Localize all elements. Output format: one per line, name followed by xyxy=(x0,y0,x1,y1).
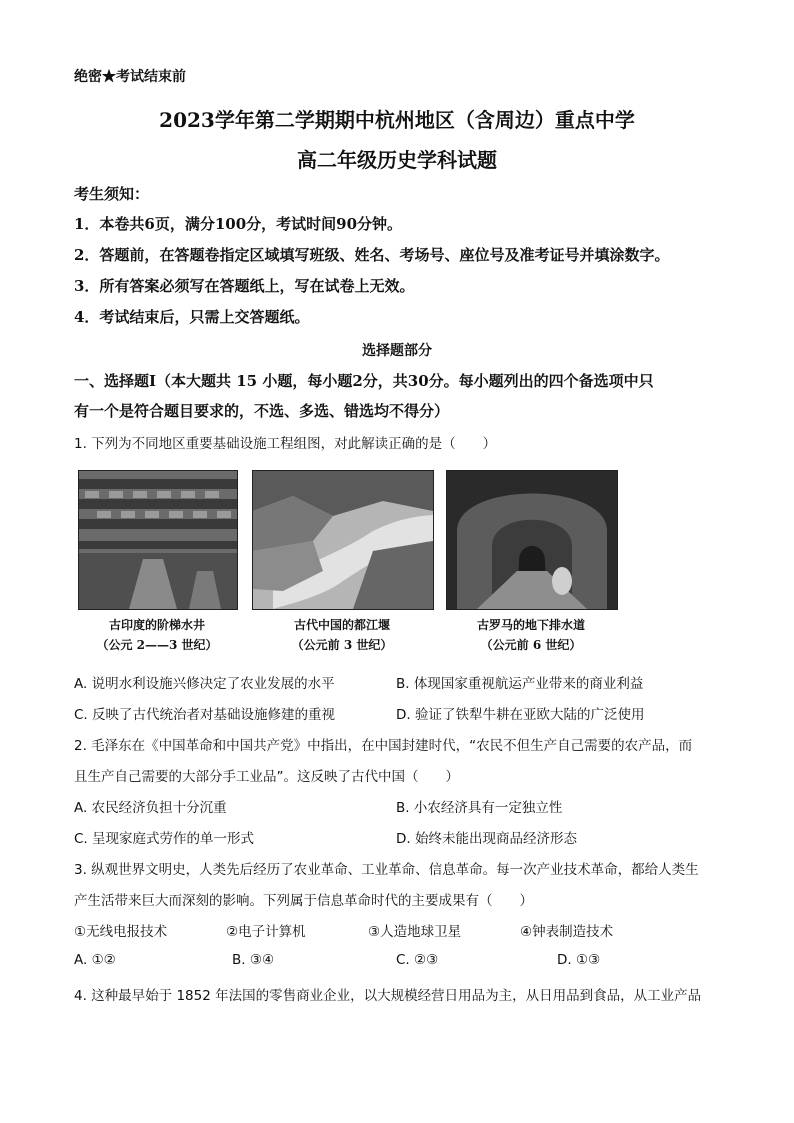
q2-option-a: A. 农民经济负担十分沉重 xyxy=(74,800,227,816)
q3-item-1: ①无线电报技术 xyxy=(74,924,168,940)
section-title: 选择题部分 xyxy=(362,343,432,359)
q3-item-2: ②电子计算机 xyxy=(226,924,306,940)
q3-item-4: ④钟表制造技术 xyxy=(520,924,614,940)
image-2-caption: 古代中国的都江堰 xyxy=(293,618,390,632)
section-instruction-line2: 有一个是符合题目要求的，不选、多选、错选均不得分） xyxy=(74,402,450,420)
question-2-stem-line2: 且生产自己需要的大部分手工业品”。这反映了古代中国（ ） xyxy=(74,769,459,785)
stepwell-image xyxy=(78,470,238,610)
image-1-caption: 古印度的阶梯水井 xyxy=(108,618,205,632)
q2-option-d: D. 始终未能出现商品经济形态 xyxy=(396,831,577,847)
q3-option-b: B. ③④ xyxy=(232,952,275,968)
question-3-stem-line1: 3. 纵观世界文明史，人类先后经历了农业革命、工业革命、信息革命。每一次产业技术革命，都给人类生 xyxy=(74,862,699,878)
q3-option-d: D. ①③ xyxy=(557,952,601,968)
image-3-caption: 古罗马的地下排水道 xyxy=(476,618,585,632)
exam-subtitle: 高二年级历史学科试题 xyxy=(297,148,497,172)
question-1-stem: 1. 下列为不同地区重要基础设施工程组图，对此解读正确的是（ ） xyxy=(74,436,497,452)
q2-option-b: B. 小农经济具有一定独立性 xyxy=(396,800,563,816)
notice-item-3: 3．所有答案必须写在答题纸上，写在试卷上无效。 xyxy=(74,277,415,295)
dujiangyan-image xyxy=(252,470,434,610)
question-3-stem-line2: 产生活带来巨大而深刻的影响。下列属于信息革命时代的主要成果有（ ） xyxy=(74,893,533,909)
q3-option-a: A. ①② xyxy=(74,952,116,968)
notice-item-4: 4．考试结束后，只需上交答题纸。 xyxy=(74,308,310,326)
q3-item-3: ③人造地球卫星 xyxy=(368,924,462,940)
q1-option-d: D. 验证了铁犁牛耕在亚欧大陆的广泛使用 xyxy=(396,707,645,723)
image-2-date: （公元前 3 世纪） xyxy=(291,638,393,652)
exam-title: 2023学年第二学期期中杭州地区（含周边）重点中学 xyxy=(159,108,635,132)
notice-item-1: 1．本卷共6页，满分100分，考试时间90分钟。 xyxy=(74,215,403,233)
section-instruction-line1: 一、选择题Ⅰ（本大题共 15 小题，每小题2分，共30分。每小题列出的四个备选项中只 xyxy=(74,372,654,390)
q1-option-a: A. 说明水利设施兴修决定了农业发展的水平 xyxy=(74,676,335,692)
q1-option-b: B. 体现国家重视航运产业带来的商业利益 xyxy=(396,676,644,692)
question-2-stem-line1: 2. 毛泽东在《中国革命和中国共产党》中指出，在中国封建时代，“农民不但生产自己需要的农产品，而 xyxy=(74,738,693,754)
image-1-date: （公元 2——3 世纪） xyxy=(96,638,218,652)
notice-heading: 考生须知： xyxy=(74,185,150,203)
confidential-label: 绝密★考试结束前 xyxy=(74,69,186,85)
q2-option-c: C. 呈现家庭式劳作的单一形式 xyxy=(74,831,255,847)
roman-sewer-image xyxy=(446,470,618,610)
question-4-stem-line1: 4. 这种最早始于 1852 年法国的零售商业企业，以大规模经营日用品为主，从日用品到食品，从工业产品 xyxy=(74,988,702,1004)
q3-option-c: C. ②③ xyxy=(396,952,439,968)
notice-item-2: 2．答题前，在答题卷指定区域填写班级、姓名、考场号、座位号及准考证号并填涂数字。 xyxy=(74,246,670,264)
q1-option-c: C. 反映了古代统治者对基础设施修建的重视 xyxy=(74,707,336,723)
image-3-date: （公元前 6 世纪） xyxy=(480,638,582,652)
